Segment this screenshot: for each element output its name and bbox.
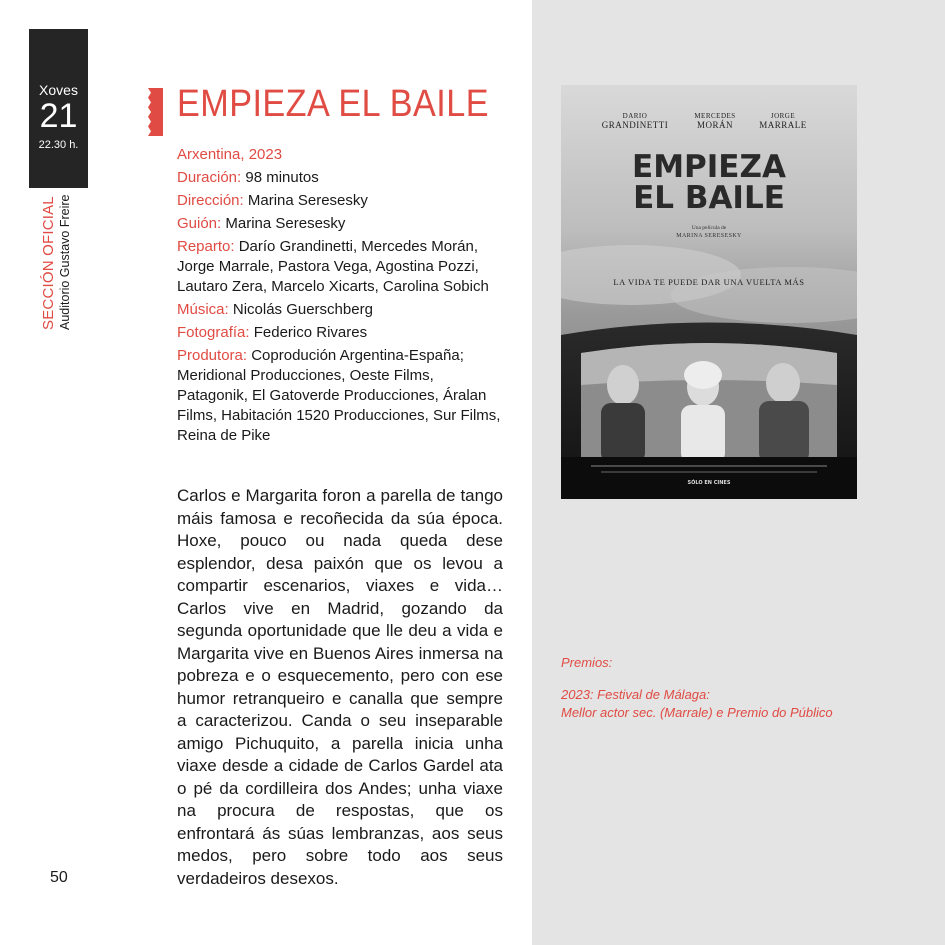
date-day: 21 [39, 97, 78, 135]
poster-director: MARINA SERESESKY [676, 233, 742, 239]
credit-label: Reparto: [177, 238, 235, 255]
film-origin: Arxentina, 2023 [177, 146, 283, 163]
poster-actor-first: DARIO [622, 112, 648, 120]
poster-release: SÓLO EN CINES [687, 480, 731, 486]
section-name: SECCIÓN OFICIAL [40, 196, 57, 330]
credit-duration [177, 168, 507, 188]
title-mark [148, 88, 163, 136]
synopsis: Carlos e Margarita foron a parella de tango máis famosa e recoñecida da súa época. Hoxe, pouco ou nada queda dese esplendor, desa paixón que os levou a compartir escenarios, viaxes e vida… Carlos vive en Madrid, gozando da segunda oportunidade que lle deu a vida e Margarita vive en Buenos Aires inmersa na pobreza e o esquecemento, pero con ese humor retranqueiro e canalla que sempre a caracterizou. Canda o seu inseparable amigo Pichuquito, a parella inicia unha viaxe desde a cidade de Carlos Gardel ata o pé da cordilleira dos Andes; unha viaxe na procura de respostas, que os enfrontará ás súas lembranzas, aos seus medos, pero sobre todo aos seus verdadeiros desexos. [177, 486, 503, 888]
credit-photography [177, 323, 507, 343]
film-title: EMPIEZA EL BAILE [177, 83, 489, 125]
poster-actor-last: GRANDINETTI [601, 120, 669, 130]
poster-actor-first: JORGE [770, 112, 796, 120]
credits-block [177, 145, 507, 449]
credit-cast [177, 237, 507, 297]
date-weekday: Xoves [39, 82, 78, 98]
poster-tagline: LA VIDA TE PUEDE DAR UNA VUELTA MÁS [613, 277, 805, 287]
section-label [40, 195, 73, 330]
poster-actor-first: MERCEDES [694, 112, 736, 120]
credit-value: Darío Grandinetti, Mercedes Morán, Jorge Marrale, Pastora Vega, Agostina Pozzi, Lautaro Zera, Marcelo Xicarts, Carolina Sobich [177, 238, 489, 295]
credit-value: Federico Rivares [253, 324, 368, 341]
poster-credit-small: Una película de [691, 225, 727, 231]
credit-label: Fotografía: [177, 324, 250, 341]
credit-label: Duración: [177, 169, 242, 186]
credit-value: Marina Seresesky [247, 192, 368, 209]
credit-label: Guión: [177, 215, 222, 232]
award-item: Mellor actor sec. (Marrale) e Premio do Público [561, 705, 833, 720]
credit-music [177, 300, 507, 320]
credit-value: Nicolás Guerschberg [232, 301, 373, 318]
credit-value: Coprodución Argentina-España; Meridional Producciones, Oeste Films, Patagonik, El Gatoverde Producciones, Áralan Films, Habitación 1520 Producciones, Sur Films, Reina de Pike [177, 347, 501, 444]
credit-producer [177, 346, 507, 446]
credit-value: 98 minutos [245, 169, 319, 186]
date-time: 22.30 h. [38, 139, 79, 151]
date-box [29, 29, 88, 188]
credit-screenplay [177, 214, 507, 234]
award-item: 2023: Festival de Málaga: [561, 687, 710, 702]
credit-label: Música: [177, 301, 229, 318]
page-number: 50 [50, 869, 68, 886]
credit-value: Marina Seresesky [225, 215, 346, 232]
awards-label: Premios: [561, 655, 613, 670]
credit-director [177, 191, 507, 211]
section-venue: Auditorio Gustavo Freire [58, 194, 72, 330]
credit-label: Produtora: [177, 347, 248, 364]
film-poster [561, 85, 857, 499]
poster-actor-last: MORÁN [696, 120, 734, 130]
awards-block [561, 654, 841, 722]
poster-actor-last: MARRALE [759, 120, 807, 130]
credit-label: Dirección: [177, 192, 244, 209]
poster-title-line1: EMPIEZA [632, 149, 786, 185]
poster-title-line2: EL BAILE [633, 180, 785, 216]
